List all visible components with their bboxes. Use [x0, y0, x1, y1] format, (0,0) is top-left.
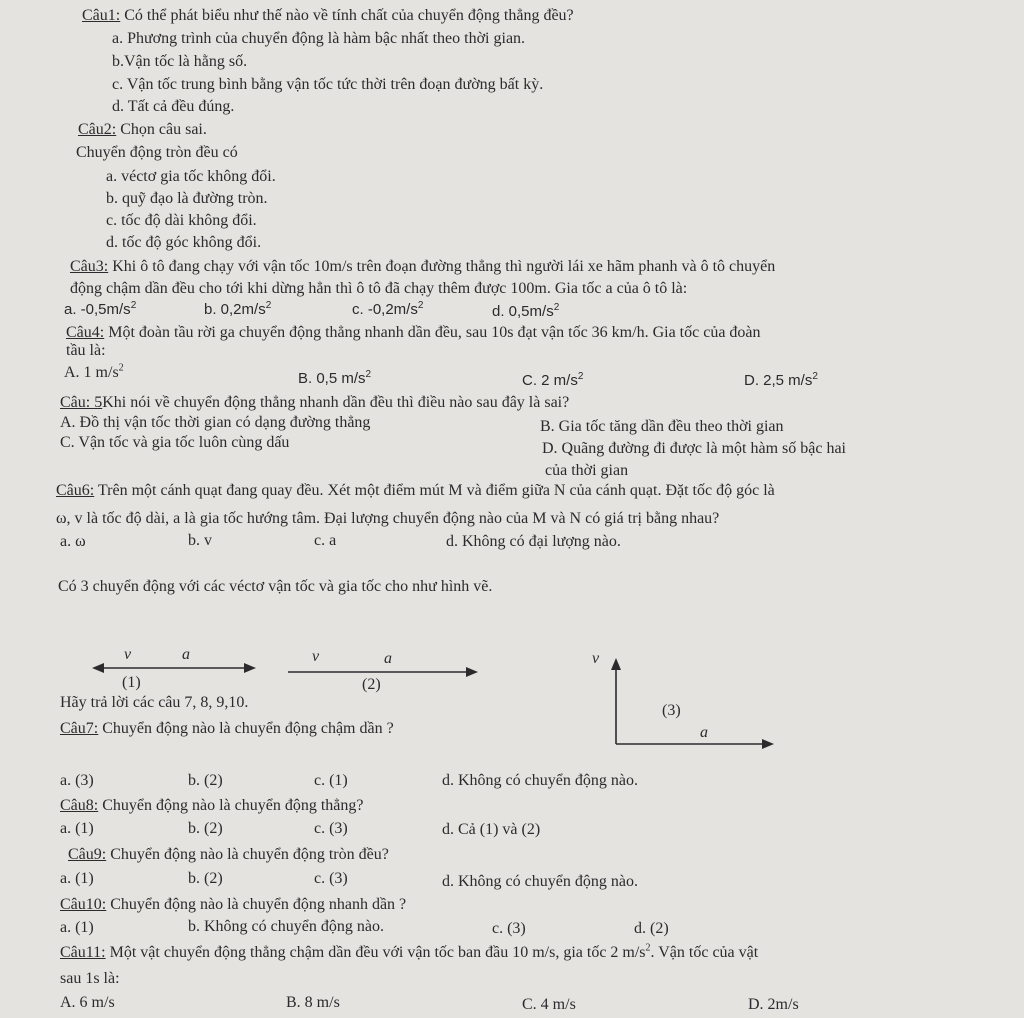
q10-option-b: b. Không có chuyển động nào.: [188, 918, 384, 935]
fig2-velocity-label: v⃗: [312, 648, 332, 665]
fig1-velocity-label: v⃗: [124, 646, 144, 663]
q6-stem-line2: ω, v là tốc độ dài, a là gia tốc hướng tâm. Đại lượng chuyển động nào của M và N có giá trị bằng nhau?: [56, 510, 720, 527]
q7-option-d: d. Không có chuyển động nào.: [442, 772, 638, 789]
q7-stem: Câu7: Chuyển động nào là chuyển động chậm dần ?: [60, 720, 394, 737]
q4-option-d: D. 2,5 $m/s^2$: [744, 371, 818, 389]
fig2-arrowhead: [466, 667, 478, 677]
q6-option-d: d. Không có đại lượng nào.: [446, 533, 621, 550]
q3-stem-line2: động chậm dần đều cho tới khi dừng hẳn thì ô tô đã chạy thêm được 100m. Gia tốc a của ô tô là:: [70, 280, 688, 297]
answer-prompt: Hãy trả lời các câu 7, 8, 9,10.: [60, 694, 249, 711]
q4-option-b: B. 0,5 $m/s^2$: [298, 369, 372, 387]
q8-option-a: a. (1): [60, 820, 94, 837]
q9-stem: Câu9: Chuyển động nào là chuyển động tròn đều?: [68, 846, 389, 863]
q2-option-d: d. tốc độ góc không đổi.: [106, 234, 262, 251]
figure-intro: Có 3 chuyển động với các véctơ vận tốc và gia tốc cho như hình vẽ.: [58, 578, 493, 595]
q8-option-c: c. (3): [314, 820, 348, 837]
fig2-marker: (2): [362, 676, 381, 693]
q7-option-a: a. (3): [60, 772, 94, 789]
q7-option-b: b. (2): [188, 772, 223, 789]
fig3-velocity-arrowhead: [611, 658, 621, 670]
q9-option-b: b. (2): [188, 870, 223, 887]
q2-intro: Chuyển động tròn đều có: [76, 144, 238, 161]
q9-option-a: a. (1): [60, 870, 94, 887]
fig1-acceleration-arrowhead: [244, 663, 256, 673]
fig1-acceleration-label: a⃗: [182, 646, 203, 663]
q11-stem-line2: sau 1s là:: [60, 970, 120, 987]
q11-option-a: A. 6 m/s: [60, 994, 115, 1011]
q10-option-c: c. (3): [492, 920, 526, 937]
q1-option-d: d. Tất cả đều đúng.: [112, 98, 235, 115]
q6-option-a: a. ω: [60, 533, 86, 550]
q4-stem-line1: Câu4: Một đoàn tầu rời ga chuyển động thẳng nhanh dần đều, sau 10s đạt vận tốc 36 km/h. Gia tốc của đoàn: [66, 324, 761, 341]
fig3-velocity-label: v⃗: [592, 650, 612, 667]
fig3-marker: (3): [662, 702, 681, 719]
q2-option-a: a. véctơ gia tốc không đổi.: [106, 168, 276, 185]
q4-option-a: A. 1 $m/s^2$: [64, 362, 124, 381]
q11-option-b: B. 8 m/s: [286, 994, 340, 1011]
q3-stem-line1: Câu3: Khi ô tô đang chạy với vận tốc 10m/s trên đoạn đường thẳng thì người lái xe hãm phanh và ô tô chuyển: [70, 258, 776, 275]
q3-option-b: b. $0,2m/s^2$: [204, 300, 272, 318]
q10-option-a: a. (1): [60, 919, 94, 936]
q1-stem: Câu1: Có thể phát biểu như thế nào về tính chất của chuyển động thẳng đều?: [82, 7, 574, 24]
q6-option-b: b. v: [188, 532, 212, 549]
fig3-acceleration-arrowhead: [762, 739, 774, 749]
q2-option-c: c. tốc độ dài không đổi.: [106, 212, 257, 229]
q3-option-c: c. $-0,2m/s^2$: [352, 300, 424, 318]
q9-option-c: c. (3): [314, 870, 348, 887]
q2-option-b: b. quỹ đạo là đường tròn.: [106, 190, 268, 207]
q11-option-d: D. 2m/s: [748, 996, 799, 1013]
q1-option-c: c. Vận tốc trung bình bằng vận tốc tức thời trên đoạn đường bất kỳ.: [112, 76, 544, 93]
q5-option-b: B. Gia tốc tăng dần đều theo thời gian: [540, 418, 784, 435]
q4-option-c: C. 2 $m/s^2$: [522, 371, 584, 389]
q5-option-d-line2: của thời gian: [545, 462, 629, 479]
q1-option-b: b.Vận tốc là hằng số.: [112, 53, 248, 70]
q6-stem-line1: Câu6: Trên một cánh quạt đang quay đều. Xét một điểm mút M và điểm giữa N của cánh quạt. Đặt tốc độ góc là: [56, 482, 775, 499]
fig2-acceleration-label: a⃗: [384, 650, 405, 667]
q5-option-c: C. Vận tốc và gia tốc luôn cùng dấu: [60, 434, 290, 451]
q4-stem-line2: tầu là:: [66, 342, 106, 359]
q11-option-c: C. 4 m/s: [522, 996, 576, 1013]
q8-stem: Câu8: Chuyển động nào là chuyển động thẳng?: [60, 797, 364, 814]
q5-stem: Câu: 5Khi nói về chuyển động thẳng nhanh dần đều thì điều nào sau đây là sai?: [60, 394, 570, 411]
q1-option-a: a. Phương trình của chuyển động là hàm bậc nhất theo thời gian.: [112, 30, 526, 47]
q2-stem: Câu2: Chọn câu sai.: [78, 121, 207, 138]
q7-option-c: c. (1): [314, 772, 348, 789]
q11-stem-line1: Câu11: Một vật chuyển động thẳng chậm dần đều với vận tốc ban đầu 10 m/s, gia tốc 2 $m/s^2$. Vận tốc của vật: [60, 942, 759, 961]
q8-option-d: d. Cả (1) và (2): [442, 821, 541, 838]
q10-stem: Câu10: Chuyển động nào là chuyển động nhanh dần ?: [60, 896, 407, 913]
q9-option-d: d. Không có chuyển động nào.: [442, 873, 638, 890]
q10-option-d: d. (2): [634, 920, 669, 937]
q6-option-c: c. a: [314, 532, 337, 549]
fig1-marker: (1): [122, 674, 141, 691]
q5-option-a: A. Đồ thị vận tốc thời gian có dạng đường thẳng: [60, 414, 371, 431]
q3-option-a: a. $-0,5m/s^2$: [64, 300, 137, 318]
q5-option-d-line1: D. Quãng đường đi được là một hàm số bậc hai: [542, 440, 846, 457]
fig3-acceleration-label: a⃗: [700, 724, 721, 741]
q3-option-d: d. $0,5m/s^2$: [492, 302, 560, 320]
q8-option-b: b. (2): [188, 820, 223, 837]
fig1-velocity-arrowhead: [92, 663, 104, 673]
